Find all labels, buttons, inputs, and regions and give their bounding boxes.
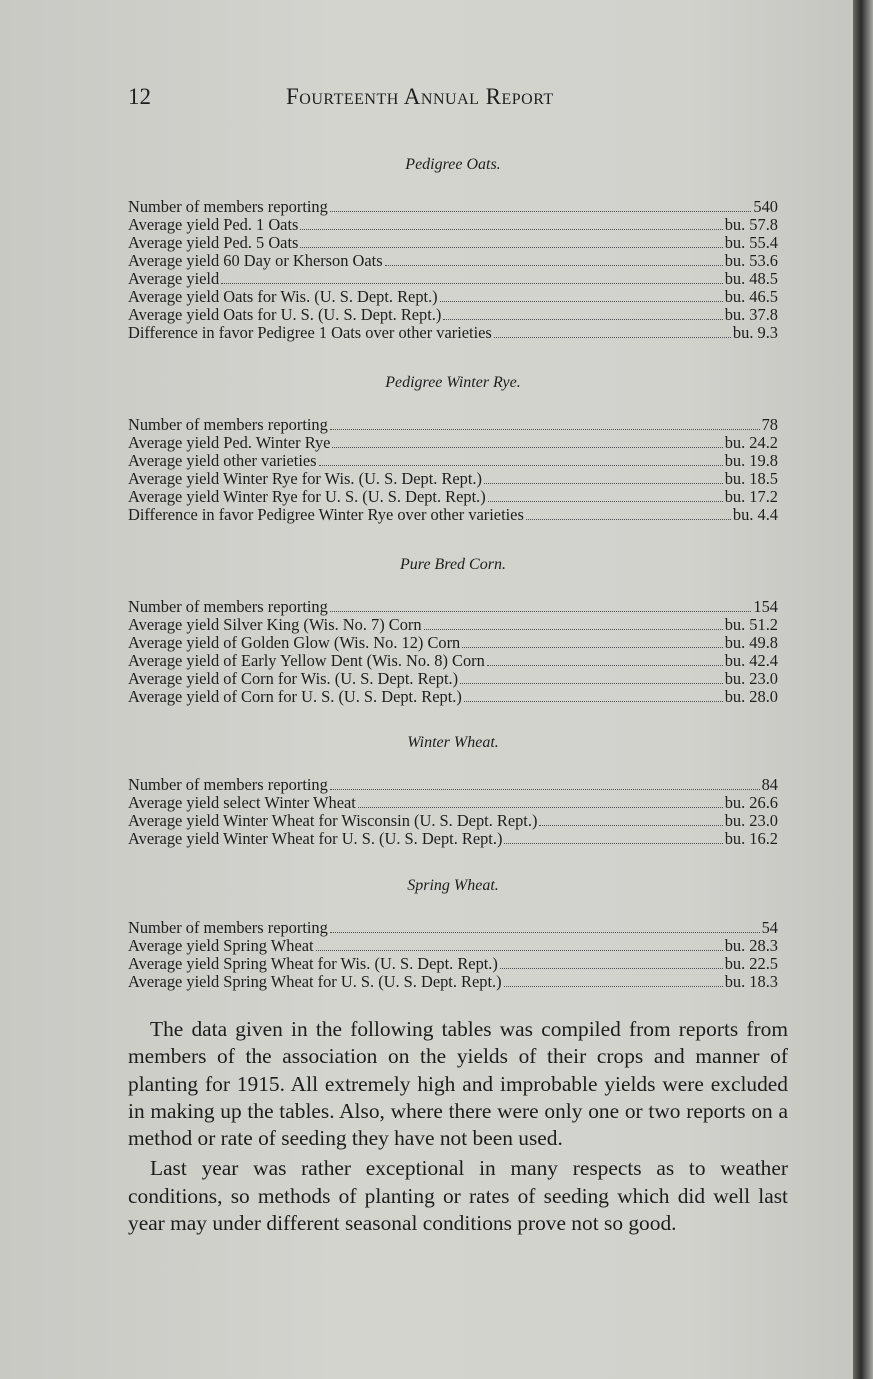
section-title: Pedigree Winter Rye. [385, 374, 521, 391]
row-label: Number of members reporting [128, 197, 328, 216]
leader-dots [539, 825, 722, 826]
table-row [128, 616, 778, 634]
table-row [128, 506, 778, 524]
section-title: Spring Wheat. [407, 877, 499, 894]
row-value: bu. 26.6 [724, 793, 778, 812]
row-label: Number of members reporting [128, 415, 328, 434]
leader-dots [500, 968, 723, 969]
row-label: Average yield of Corn for Wis. (U. S. Dept. Rept.) [128, 669, 459, 688]
row-label: Difference in favor Pedigree 1 Oats over other varieties [128, 323, 492, 342]
row-label: Average yield Winter Rye for Wis. (U. S. Dept. Rept.) [128, 469, 482, 488]
table-row [128, 955, 778, 973]
body-text [128, 1016, 788, 1237]
section-spring-wheat [128, 876, 778, 991]
row-label: Average yield Silver King (Wis. No. 7) Corn [128, 615, 422, 634]
leader-dots [358, 807, 723, 808]
leader-dots [424, 629, 723, 630]
row-label: Average yield select Winter Wheat [128, 793, 356, 812]
paragraph: Last year was rather exceptional in many respects as to weather conditions, so methods of planting or rates of seeding which did well last year may under different seasonal conditions prove not so good. [128, 1156, 788, 1236]
leader-dots [330, 611, 752, 612]
row-value: bu. 28.0 [724, 687, 778, 706]
table-row [128, 973, 778, 991]
leader-dots [300, 229, 722, 230]
row-label: Average yield [128, 269, 220, 288]
leader-dots [484, 483, 723, 484]
section-pedigree-winter-rye [128, 373, 778, 524]
section-title: Winter Wheat. [407, 734, 499, 751]
row-label: Difference in favor Pedigree Winter Rye over other varieties [128, 505, 524, 524]
leader-dots [464, 701, 723, 702]
leader-dots [316, 950, 723, 951]
leader-dots [330, 932, 760, 933]
row-label: Average yield other varieties [128, 451, 317, 470]
table-row [128, 434, 778, 452]
row-value: bu. 4.4 [732, 505, 778, 524]
paragraph: The data given in the following tables was compiled from reports from members of the association on the yields of their crops and manner of planting for 1915. All extremely high and improbable yields were excluded in making up the tables. Also, where there were only one or two reports on a method or rate of seeding they have not been used. [128, 1017, 788, 1151]
row-value: bu. 48.5 [724, 269, 778, 288]
row-value: 78 [761, 415, 778, 434]
table-row [128, 488, 778, 506]
leader-dots [488, 501, 723, 502]
section-pure-bred-corn [128, 555, 778, 706]
table-row [128, 470, 778, 488]
table-row [128, 252, 778, 270]
leader-dots [330, 211, 752, 212]
leader-dots [504, 843, 722, 844]
table-row [128, 794, 778, 812]
page-edge [853, 0, 873, 1379]
leader-dots [462, 647, 722, 648]
table-row [128, 670, 778, 688]
table-row [128, 306, 778, 324]
row-label: Average yield Oats for U. S. (U. S. Dept. Rept.) [128, 305, 442, 324]
row-label: Average yield of Corn for U. S. (U. S. Dept. Rept.) [128, 687, 462, 706]
table-row [128, 919, 778, 937]
leader-dots [440, 301, 723, 302]
row-label: Average yield Winter Rye for U. S. (U. S. Dept. Rept.) [128, 487, 486, 506]
row-value: bu. 18.3 [724, 972, 778, 991]
leader-dots [319, 465, 723, 466]
leader-dots [330, 789, 760, 790]
row-label: Number of members reporting [128, 918, 328, 937]
leader-dots [487, 665, 723, 666]
row-label: Average yield 60 Day or Kherson Oats [128, 251, 383, 270]
table-row [128, 234, 778, 252]
table-row [128, 416, 778, 434]
row-value: bu. 55.4 [724, 233, 778, 252]
row-value: bu. 49.8 [724, 633, 778, 652]
row-value: bu. 17.2 [724, 487, 778, 506]
leader-dots [443, 319, 722, 320]
row-label: Average yield of Early Yellow Dent (Wis. No. 8) Corn [128, 651, 485, 670]
row-value: bu. 57.8 [724, 215, 778, 234]
row-value: bu. 28.3 [724, 936, 778, 955]
table-row [128, 652, 778, 670]
table-row [128, 776, 778, 794]
row-label: Average yield Winter Wheat for Wisconsin (U. S. Dept. Rept.) [128, 811, 538, 830]
table-row [128, 324, 778, 342]
leader-dots [526, 519, 731, 520]
table-row [128, 830, 778, 848]
table-row [128, 198, 778, 216]
row-value: bu. 16.2 [724, 829, 778, 848]
row-label: Average yield Ped. 5 Oats [128, 233, 299, 252]
section-pedigree-oats [128, 155, 778, 342]
row-label: Number of members reporting [128, 775, 328, 794]
table-row [128, 688, 778, 706]
leader-dots [504, 986, 723, 987]
row-value: bu. 23.0 [724, 811, 778, 830]
section-winter-wheat [128, 733, 778, 848]
row-label: Number of members reporting [128, 597, 328, 616]
row-label: Average yield Spring Wheat [128, 936, 314, 955]
row-label: Average yield Ped. 1 Oats [128, 215, 299, 234]
section-title: Pedigree Oats. [405, 156, 501, 173]
leader-dots [385, 265, 723, 266]
row-value: bu. 9.3 [732, 323, 778, 342]
table-row [128, 288, 778, 306]
leader-dots [300, 247, 722, 248]
table-row [128, 452, 778, 470]
table-row [128, 937, 778, 955]
table-row [128, 598, 778, 616]
row-label: Average yield Ped. Winter Rye [128, 433, 331, 452]
row-label: Average yield Winter Wheat for U. S. (U. S. Dept. Rept.) [128, 829, 503, 848]
leader-dots [460, 683, 723, 684]
row-value: 540 [753, 197, 778, 216]
row-value: bu. 22.5 [724, 954, 778, 973]
row-label: Average yield Oats for Wis. (U. S. Dept. Rept.) [128, 287, 438, 306]
leader-dots [221, 283, 723, 284]
row-value: bu. 19.8 [724, 451, 778, 470]
running-title: Fourteenth Annual Report [286, 84, 554, 109]
table-row [128, 634, 778, 652]
page-header [128, 84, 778, 114]
row-value: bu. 53.6 [724, 251, 778, 270]
row-value: bu. 46.5 [724, 287, 778, 306]
table-row [128, 812, 778, 830]
row-value: bu. 24.2 [724, 433, 778, 452]
row-label: Average yield Spring Wheat for Wis. (U. S. Dept. Rept.) [128, 954, 498, 973]
leader-dots [330, 429, 760, 430]
row-value: bu. 23.0 [724, 669, 778, 688]
leader-dots [494, 337, 731, 338]
row-value: bu. 51.2 [724, 615, 778, 634]
row-label: Average yield Spring Wheat for U. S. (U. S. Dept. Rept.) [128, 972, 502, 991]
table-row [128, 216, 778, 234]
section-title: Pure Bred Corn. [400, 556, 506, 573]
leader-dots [332, 447, 722, 448]
row-value: bu. 37.8 [724, 305, 778, 324]
row-value: bu. 18.5 [724, 469, 778, 488]
row-label: Average yield of Golden Glow (Wis. No. 12) Corn [128, 633, 461, 652]
row-value: 54 [761, 918, 778, 937]
row-value: 154 [753, 597, 778, 616]
table-row [128, 270, 778, 288]
page-number: 12 [128, 84, 151, 109]
row-value: 84 [761, 775, 778, 794]
row-value: bu. 42.4 [724, 651, 778, 670]
